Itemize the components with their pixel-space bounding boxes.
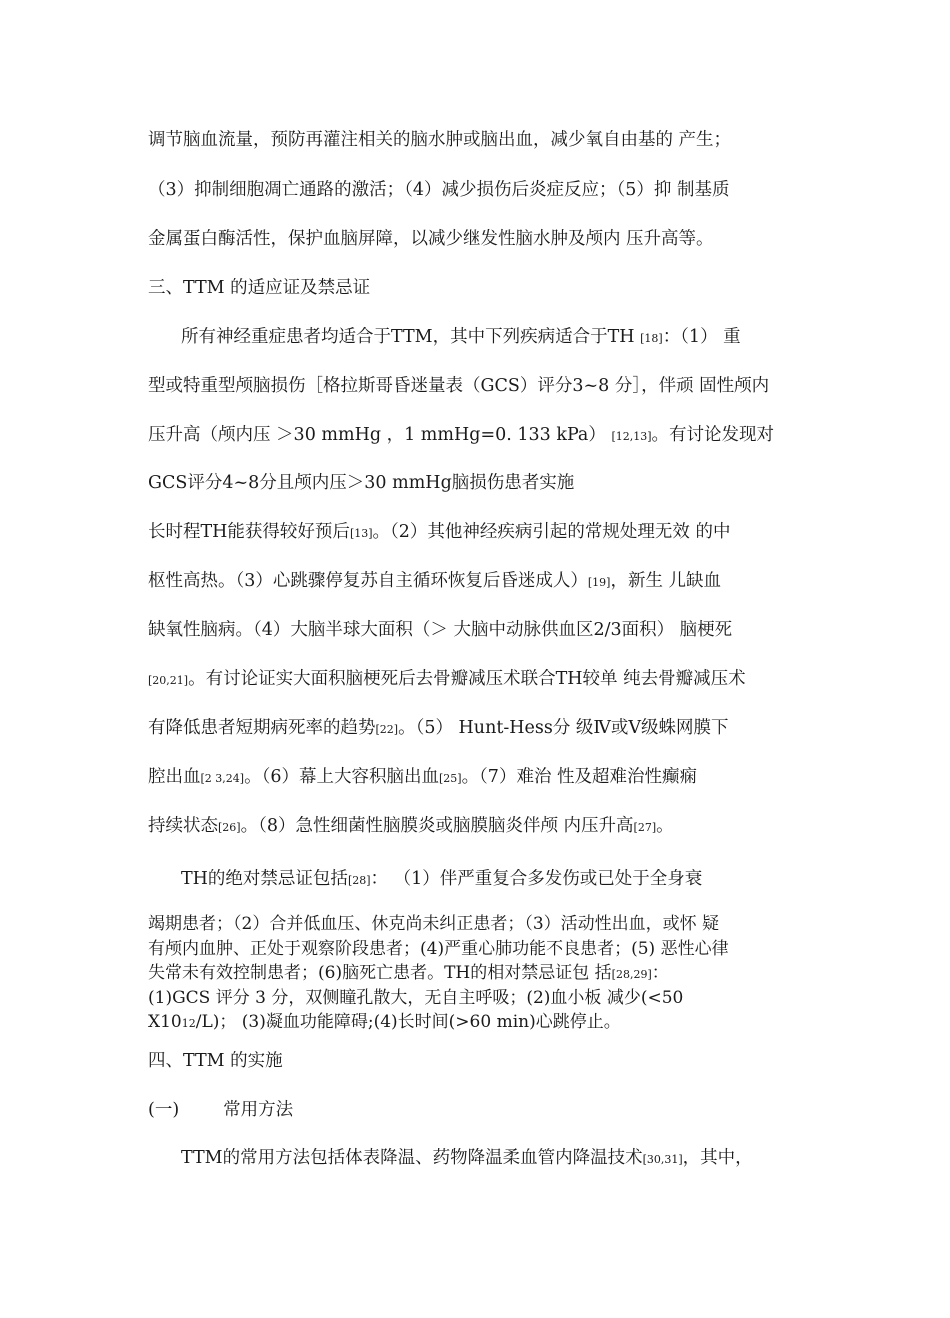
citation-ref: [28] [347,874,371,887]
text-span: ： （1）伴严重复合多发伤或已处于全身衰 [370,869,703,889]
text-span: 调节脑血流量，预防再灌注相关的脑水肿或脑出血，减少氧自由基的 产生； [148,130,732,150]
citation-ref: [27] [633,821,657,834]
text-span: TH的绝对禁忌证包括 [181,869,348,889]
text-span: 。（8）急性细菌性脑膜炎或脑膜脑炎伴颅 内压升高 [240,816,634,836]
paragraph-line [148,570,721,594]
paragraph-line [148,815,674,839]
text-span: 有颅内血肿、正处于观察阶段患者；(4)严重心肺功能不良患者；(5) 恶性心律 [148,939,729,959]
text-span: TTM的常用方法包括体表降温、药物降温柔血管内降温技术 [181,1148,643,1168]
text-span: (1)GCS 评分 3 分，双侧瞳孔散大，无自主呼吸；(2)血小板 减少(<50 [148,988,684,1008]
text-span: 。（5） Hunt-Hess分 级Ⅳ或Ⅴ级蛛网膜下 [398,718,729,738]
citation-ref: [13] [349,527,373,540]
paragraph-line [148,179,729,201]
text-span: 压升高（颅内压 ＞30 mmHg ，1 mmHg=0. 133 kPa） [148,425,612,445]
paragraph-line [148,962,669,986]
text-span: GCS评分4~8分且颅内压＞30 mmHg脑损伤患者实施 [148,473,575,493]
subsection-heading [148,1099,293,1121]
paragraph-line [148,375,769,397]
text-span: 竭期患者；（2）合并低血压、休克尚未纠正患者；（3）活动性出血，或怀 疑 [148,914,720,934]
text-span: /L)； (3)凝血功能障碍;(4)长时间(>60 min)心跳停止。 [195,1012,621,1032]
text-span: 。（7）难治 性及超难治性癫痫 [461,767,698,787]
text-span: 。 [656,816,674,836]
text-span: 。有讨论证实大面积脑梗死后去骨瓣减压术联合TH较单 纯去骨瓣减压术 [188,669,746,689]
paragraph-line [148,129,731,151]
text-span: 失常未有效控制患者；(6)脑死亡患者。TH的相对禁忌证包 括 [148,963,612,983]
paragraph-line [148,938,729,960]
paragraph-line [148,424,774,448]
paragraph-line [148,717,729,741]
citation-ref: [22] [375,723,399,736]
text-span: ，新生 儿缺血 [610,571,722,591]
paragraph-line [181,868,702,892]
citation-ref: [18] [640,332,663,345]
text-span: 有降低患者短期病死率的趋势 [148,718,376,738]
paragraph-line [148,1011,621,1035]
citation-ref: [30,31] [642,1153,683,1166]
text-span: 金属蛋白酶活性，保护血脑屏障，以减少继发性脑水肿及颅内 压升高等。 [148,229,714,249]
section-heading [148,1050,283,1072]
paragraph-line [181,1147,753,1171]
text-span: 腔出血 [148,767,201,787]
section-heading [148,277,370,299]
citation-ref: [19] [587,576,611,589]
citation-ref: [28,29] [611,968,652,981]
heading-text: 常用方法 [223,1100,294,1120]
text-span: 所有神经重症患者均适合于TTM，其中下列疾病适合于TH [181,327,641,347]
text-span: 持续状态 [148,816,218,836]
text-span: 缺氧性脑病。（4）大脑半球大面积（＞ 大脑中动脉供血区2/3面积） 脑梗死 [148,620,733,640]
paragraph-line [148,766,697,790]
text-span: ： [651,963,669,983]
text-span: 。有讨论发现对 [651,425,775,445]
text-span: 枢性高热。（3）心跳骤停复苏自主循环恢复后昏迷成人） [148,571,588,591]
text-span: （3）抑制细胞凋亡通路的激活；（4）减少损伤后炎症反应；（5）抑 制基质 [148,180,730,200]
citation-ref: [12,13] [611,430,652,443]
heading-number: (一) [148,1100,180,1120]
paragraph-line [148,521,730,545]
paragraph-line [181,326,741,350]
paragraph-line [148,472,574,494]
citation-ref: [25] [438,772,462,785]
citation-ref: [20,21] [148,674,189,687]
text-span: ：（1） 重 [662,327,741,347]
heading-text: 四、TTM 的实施 [148,1051,283,1071]
text-span: 型或特重型颅脑损伤［格拉斯哥昏迷量表（GCS）评分3~8 分］，伴顽 固性颅内 [148,376,770,396]
paragraph-line [148,668,746,692]
text-span: 长时程TH能获得较好预后 [148,522,350,542]
paragraph-line [148,987,683,1009]
heading-text: 三、TTM 的适应证及禁忌证 [148,278,371,298]
text-span: X10 [148,1012,182,1032]
paragraph-line [148,619,732,641]
citation-ref: [2 3,24] [200,772,245,785]
paragraph-line [148,913,719,935]
text-span: ，其中， [682,1148,753,1168]
text-span: 。（2）其他神经疾病引起的常规处理无效 的中 [372,522,731,542]
text-span: 。（6）幕上大容积脑出血 [244,767,439,787]
paragraph-line [148,228,714,250]
exponent-text: 12 [181,1017,196,1030]
citation-ref: [26] [218,821,241,834]
